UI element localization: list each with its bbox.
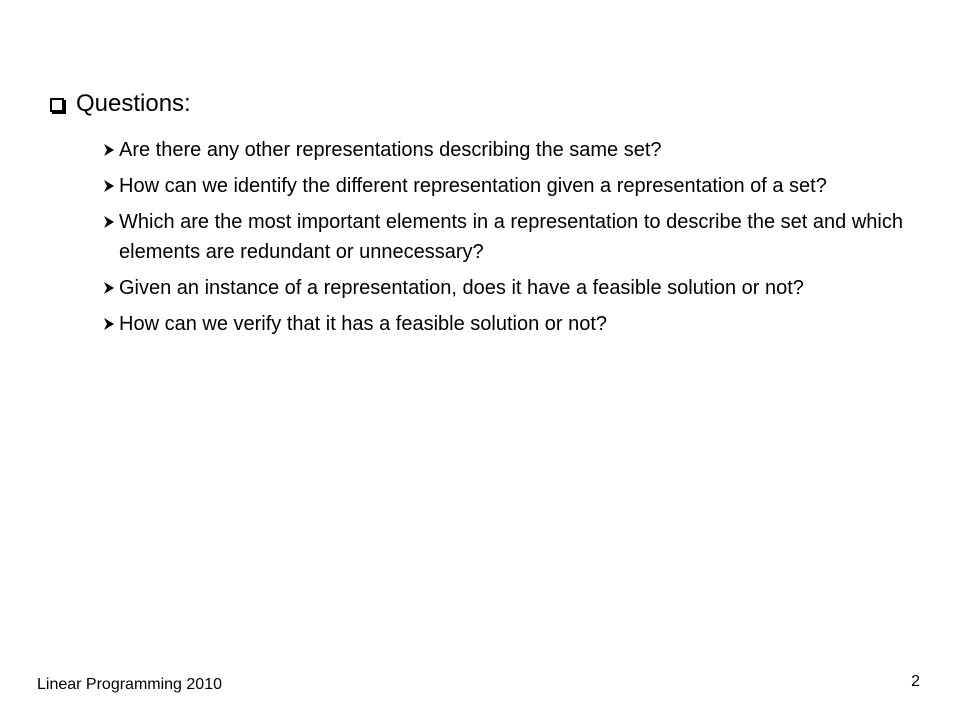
list-item xyxy=(103,309,903,339)
arrow-bullet-icon xyxy=(103,171,117,201)
questions-heading xyxy=(50,90,191,118)
list-item-text: Which are the most important elements in a representation to describe the set and which elements are redundant or unnecessary? xyxy=(119,211,903,263)
list-item-text: Given an instance of a representation, does it have a feasible solution or not? xyxy=(119,277,804,299)
page-number: 2 xyxy=(911,673,920,690)
list-item xyxy=(103,273,903,303)
footer-title: Linear Programming 2010 xyxy=(37,676,222,693)
arrow-bullet-icon xyxy=(103,207,117,237)
arrow-bullet-icon xyxy=(103,273,117,303)
list-item-text: How can we identify the different representation given a representation of a set? xyxy=(119,175,827,197)
list-item-text: How can we verify that it has a feasible solution or not? xyxy=(119,313,608,335)
arrow-bullet-icon xyxy=(103,135,117,165)
list-item xyxy=(103,207,903,267)
arrow-bullet-icon xyxy=(103,309,117,339)
question-list xyxy=(103,135,903,345)
list-item xyxy=(103,135,903,165)
square-bullet-icon xyxy=(50,98,64,112)
heading-text: Questions: xyxy=(76,90,191,117)
list-item-text: Are there any other representations describing the same set? xyxy=(119,139,662,161)
list-item xyxy=(103,171,903,201)
